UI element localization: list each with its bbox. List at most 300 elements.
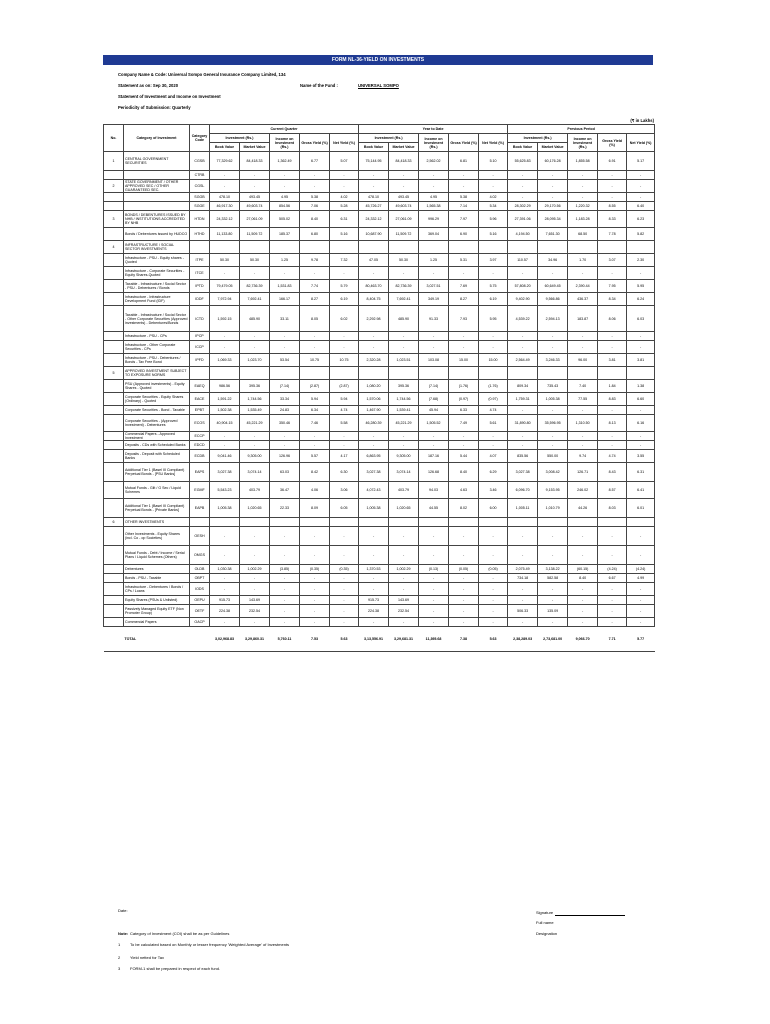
value-cell: 7.95 (598, 280, 627, 293)
value-cell: - (568, 171, 598, 180)
header-book-value: Book Value (359, 143, 389, 152)
value-cell: 369.04 (419, 228, 449, 241)
value-cell: - (240, 574, 270, 583)
value-cell: 1,539.41 (389, 406, 419, 415)
value-cell: 6.00 (479, 499, 508, 518)
value-cell: - (568, 332, 598, 341)
value-cell: 7,972.94 (210, 293, 240, 306)
header-gross-yield: Gross Yield (%) (449, 134, 479, 152)
category-cell: Corporate Securities - Equity Shares (Ordinary) - Quoted (124, 393, 190, 406)
value-cell: - (330, 171, 359, 180)
value-cell: 8.83 (598, 393, 627, 406)
value-cell: 735.43 (538, 380, 568, 393)
value-cell (240, 241, 270, 254)
value-cell: 50.30 (240, 254, 270, 267)
value-cell: 57,808.20 (508, 280, 538, 293)
value-cell: 6.02 (330, 306, 359, 332)
total-value: 9,066.70 (568, 627, 598, 652)
value-cell: - (240, 441, 270, 450)
value-cell: 15.00 (449, 354, 479, 367)
value-cell: 8.55 (598, 202, 627, 211)
category-cell: Infrastructure - PSU - Debentures / Bonds - Tax Free Bond (124, 354, 190, 367)
value-cell: 53.54 (270, 354, 300, 367)
value-cell: - (538, 406, 568, 415)
value-cell: 60,176.28 (538, 152, 568, 171)
value-cell (300, 241, 330, 254)
category-code: ICCP (190, 341, 210, 354)
value-cell: - (240, 618, 270, 627)
value-cell: 126.71 (568, 463, 598, 482)
value-cell: - (359, 618, 389, 627)
header-investment: Investment (Rs.) (359, 134, 419, 143)
value-cell: - (300, 341, 330, 354)
table-row (104, 380, 655, 393)
value-cell: 8.34 (598, 293, 627, 306)
value-cell: - (449, 605, 479, 618)
category-code: HTDN (190, 211, 210, 228)
category-cell: Taxable - Infrastructure / Social Sector - PSU - Debentures / Bonds (124, 280, 190, 293)
company-name: Company Name & Code: Universal Sompo General Insurance Company Limited, 134 (118, 72, 286, 77)
value-cell: 2,075.49 (508, 565, 538, 574)
value-cell: - (479, 546, 508, 565)
value-cell: - (598, 267, 627, 280)
category-cell: Infrastructure - PSU - CPs (124, 332, 190, 341)
value-cell: - (419, 180, 449, 193)
table-row (104, 618, 655, 627)
value-cell: 183.87 (568, 306, 598, 332)
value-cell: 5.75 (479, 280, 508, 293)
value-cell (508, 518, 538, 527)
value-cell: 6.31 (330, 211, 359, 228)
total-value: 5,760.11 (270, 627, 300, 652)
category-cell: Corporate Securities - (Approved Investment) - Debentures (124, 415, 190, 432)
value-cell: - (300, 618, 330, 627)
value-cell: 6.01 (627, 499, 655, 518)
value-cell: 7.97 (449, 211, 479, 228)
value-cell (508, 367, 538, 380)
value-cell: 485.90 (240, 306, 270, 332)
value-cell: 4.02 (479, 193, 508, 202)
category-code: ECDB (190, 450, 210, 463)
value-cell: - (240, 583, 270, 596)
value-cell: - (598, 596, 627, 605)
value-cell: 505.02 (270, 211, 300, 228)
value-cell: 493.45 (240, 193, 270, 202)
value-cell: - (330, 180, 359, 193)
table-row (104, 202, 655, 211)
header-no: No. (104, 125, 124, 152)
category-cell (124, 171, 190, 180)
value-cell: 436.37 (568, 293, 598, 306)
value-cell: (1.76) (449, 380, 479, 393)
value-cell: - (568, 193, 598, 202)
value-cell: 4.74 (479, 406, 508, 415)
row-number: 1 (104, 152, 124, 171)
value-cell: 6.24 (627, 293, 655, 306)
note-number: 2 (118, 955, 121, 960)
value-cell: 5.28 (330, 202, 359, 211)
total-value: 2,73,681.00 (538, 627, 568, 652)
value-cell: 7.32 (330, 254, 359, 267)
value-cell: 28,302.29 (508, 202, 538, 211)
value-cell: - (270, 441, 300, 450)
value-cell: 45,726.27 (359, 202, 389, 211)
value-cell (508, 241, 538, 254)
investment-yield-table (103, 124, 655, 652)
value-cell (270, 518, 300, 527)
value-cell: 1,010.79 (538, 499, 568, 518)
note-number: 1 (118, 942, 121, 947)
value-cell: - (389, 441, 419, 450)
value-cell: 10.75 (300, 354, 330, 367)
category-code: IPTD (190, 280, 210, 293)
value-cell: - (210, 618, 240, 627)
value-cell: 986.56 (210, 380, 240, 393)
row-number (104, 450, 124, 463)
value-cell: (0.35) (330, 565, 359, 574)
value-cell: 8.27 (449, 293, 479, 306)
value-cell: 44.55 (419, 499, 449, 518)
table-row (104, 332, 655, 341)
value-cell: 5.95 (627, 280, 655, 293)
value-cell: - (359, 527, 389, 546)
table-row (104, 432, 655, 441)
value-cell: 5.58 (330, 415, 359, 432)
category-code: EAPS (190, 463, 210, 482)
value-cell: 96.00 (568, 354, 598, 367)
value-cell: - (210, 527, 240, 546)
value-cell: 915.73 (210, 596, 240, 605)
row-number (104, 354, 124, 367)
category-code: OESH (190, 527, 210, 546)
value-cell (389, 241, 419, 254)
row-number (104, 546, 124, 565)
value-cell: - (389, 527, 419, 546)
table-row (104, 499, 655, 518)
table-row (104, 574, 655, 583)
category-code: IPFD (190, 354, 210, 367)
category-code: EAEQ (190, 380, 210, 393)
value-cell: 10,687.90 (359, 228, 389, 241)
value-cell: - (389, 574, 419, 583)
category-code: OLDB (190, 565, 210, 574)
value-cell (300, 518, 330, 527)
value-cell: - (270, 583, 300, 596)
value-cell: 350.46 (270, 415, 300, 432)
value-cell: - (568, 605, 598, 618)
value-cell: 5.10 (479, 152, 508, 171)
value-cell: 7.14 (449, 202, 479, 211)
value-cell: 6.41 (627, 482, 655, 499)
table-row (104, 583, 655, 596)
value-cell: 6.80 (300, 228, 330, 241)
category-code: IPCP (190, 332, 210, 341)
value-cell: - (240, 341, 270, 354)
row-number (104, 280, 124, 293)
value-cell: 9,153.95 (538, 482, 568, 499)
value-cell: - (419, 332, 449, 341)
value-cell: 5.61 (479, 415, 508, 432)
value-cell: - (300, 605, 330, 618)
header-book-value: Book Value (210, 143, 240, 152)
value-cell: - (627, 583, 655, 596)
value-cell: 33.34 (270, 393, 300, 406)
value-cell: 3,027.38 (508, 463, 538, 482)
value-cell: - (300, 596, 330, 605)
value-cell: - (508, 546, 538, 565)
category-cell: OTHER INVESTMENTS (124, 518, 190, 527)
category-cell: Other Investments - Equity Shares (incl. Co - op Societies) (124, 527, 190, 546)
value-cell: - (419, 527, 449, 546)
value-cell: 6.16 (627, 415, 655, 432)
value-cell: - (389, 583, 419, 596)
table-row (104, 341, 655, 354)
category-cell: Infrastructure - Infrastructure Development Fund (IDF) (124, 293, 190, 306)
row-number (104, 380, 124, 393)
header-code: Category Code (190, 125, 210, 152)
row-number: 4 (104, 241, 124, 254)
value-cell: (0.97) (479, 393, 508, 406)
value-cell: - (330, 605, 359, 618)
value-cell: - (330, 341, 359, 354)
value-cell: 3.81 (627, 354, 655, 367)
value-cell: 1,002.29 (240, 565, 270, 574)
value-cell: 7.93 (449, 306, 479, 332)
value-cell: 24.83 (270, 406, 300, 415)
value-cell: 49,603.74 (389, 202, 419, 211)
value-cell: - (568, 527, 598, 546)
value-cell: 8.57 (598, 482, 627, 499)
category-code: EPBT (190, 406, 210, 415)
value-cell: 7.78 (598, 228, 627, 241)
total-value: 11,395.68 (419, 627, 449, 652)
value-cell: - (270, 527, 300, 546)
value-cell: - (627, 341, 655, 354)
value-cell: 3,027.38 (210, 463, 240, 482)
value-cell: 3,027.51 (419, 280, 449, 293)
row-number (104, 293, 124, 306)
row-number (104, 499, 124, 518)
category-cell: Deposits - CDs with Scheduled Banks (124, 441, 190, 450)
value-cell: 1,535.49 (240, 406, 270, 415)
value-cell: 1,080.20 (359, 380, 389, 393)
value-cell (449, 241, 479, 254)
value-cell: 15.00 (479, 354, 508, 367)
value-cell: 82,736.39 (240, 280, 270, 293)
full-name-label: Full name (536, 920, 554, 925)
table-row (104, 280, 655, 293)
value-cell (389, 367, 419, 380)
value-cell: - (359, 171, 389, 180)
value-cell (270, 367, 300, 380)
row-number (104, 605, 124, 618)
value-cell: - (210, 341, 240, 354)
value-cell: 82,736.39 (389, 280, 419, 293)
value-cell: 46,917.30 (210, 202, 240, 211)
value-cell (210, 367, 240, 380)
table-row (104, 306, 655, 332)
value-cell: - (479, 180, 508, 193)
header-gross-yield: Gross Yield (%) (598, 134, 627, 152)
value-cell: 6.40 (627, 202, 655, 211)
value-cell: - (270, 618, 300, 627)
header-net-yield: Net Yield (%) (627, 134, 655, 152)
value-cell: 582.58 (538, 574, 568, 583)
total-value: 3,29,681.31 (389, 627, 419, 652)
value-cell: 5.94 (300, 393, 330, 406)
value-cell: 8.33 (598, 211, 627, 228)
category-code: ICTD (190, 306, 210, 332)
value-cell: - (270, 596, 300, 605)
value-cell (627, 367, 655, 380)
value-cell (627, 241, 655, 254)
value-cell: - (240, 527, 270, 546)
value-cell: - (598, 605, 627, 618)
value-cell: 22.33 (270, 499, 300, 518)
value-cell: - (479, 618, 508, 627)
value-cell: - (330, 527, 359, 546)
value-cell: 6.05 (330, 499, 359, 518)
value-cell: - (240, 332, 270, 341)
value-cell: 126.96 (270, 450, 300, 463)
category-cell: Mutual Funds - Debt / Income / Serial Plans / Liquid Schemes (Others) (124, 546, 190, 565)
value-cell: - (389, 341, 419, 354)
value-cell: 232.54 (389, 605, 419, 618)
value-cell: - (508, 171, 538, 180)
value-cell: 29,170.56 (538, 202, 568, 211)
value-cell: 10.75 (330, 354, 359, 367)
value-cell: - (389, 546, 419, 565)
value-cell (330, 367, 359, 380)
value-cell (479, 241, 508, 254)
value-cell: - (538, 180, 568, 193)
value-cell: 9,305.00 (389, 450, 419, 463)
value-cell: 6.31 (627, 463, 655, 482)
value-cell (598, 241, 627, 254)
value-cell (449, 367, 479, 380)
value-cell: 5.38 (300, 193, 330, 202)
value-cell: 3.06 (330, 482, 359, 499)
value-cell: 9,041.46 (210, 450, 240, 463)
category-code: OACP (190, 618, 210, 627)
row-number (104, 171, 124, 180)
value-cell: - (330, 267, 359, 280)
value-cell: 84,418.33 (240, 152, 270, 171)
value-cell: 6.77 (300, 152, 330, 171)
value-cell: - (508, 341, 538, 354)
row-number: 6 (104, 518, 124, 527)
row-number (104, 341, 124, 354)
value-cell: - (538, 193, 568, 202)
value-cell: 3.46 (479, 482, 508, 499)
value-cell: - (419, 546, 449, 565)
value-cell: - (538, 618, 568, 627)
value-cell: - (598, 171, 627, 180)
value-cell: 6.30 (330, 463, 359, 482)
value-cell: 24,332.12 (210, 211, 240, 228)
value-cell: 91.33 (419, 306, 449, 332)
value-cell (359, 367, 389, 380)
value-cell: - (479, 332, 508, 341)
value-cell: 45.94 (419, 406, 449, 415)
value-cell: - (389, 171, 419, 180)
value-cell: 7.46 (300, 415, 330, 432)
table-row (104, 482, 655, 499)
header-book-value: Book Value (508, 143, 538, 152)
value-cell: 8.05 (300, 306, 330, 332)
value-cell (419, 518, 449, 527)
value-cell: 187.16 (419, 450, 449, 463)
row-number (104, 527, 124, 546)
value-cell: 8.42 (300, 463, 330, 482)
table-row (104, 441, 655, 450)
value-cell: 80,463.70 (359, 280, 389, 293)
value-cell: - (270, 546, 300, 565)
note-item: Yield netted for Tax (130, 955, 165, 960)
value-cell: 1,467.90 (359, 406, 389, 415)
value-cell: 8.43 (598, 463, 627, 482)
value-cell: 6.67 (598, 574, 627, 583)
category-code: HTHD (190, 228, 210, 241)
value-cell: - (359, 341, 389, 354)
value-cell: 3.07 (598, 254, 627, 267)
value-cell: 7.40 (568, 380, 598, 393)
value-cell: 7.49 (449, 415, 479, 432)
table-row (104, 293, 655, 306)
category-cell: Infrastructure - Other Corporate Securities - CPs (124, 341, 190, 354)
value-cell: - (210, 583, 240, 596)
value-cell: - (300, 527, 330, 546)
value-cell: - (330, 546, 359, 565)
value-cell (300, 367, 330, 380)
value-cell: 8.27 (300, 293, 330, 306)
value-cell (568, 518, 598, 527)
value-cell (449, 518, 479, 527)
row-number: 2 (104, 180, 124, 193)
value-cell: 3,246.33 (538, 354, 568, 367)
category-code: EDCD (190, 441, 210, 450)
value-cell (330, 241, 359, 254)
value-cell: - (508, 618, 538, 627)
value-cell (419, 241, 449, 254)
category-cell: PSU (Approved investments) - Equity Shares - Quoted (124, 380, 190, 393)
value-cell: - (479, 583, 508, 596)
value-cell (330, 518, 359, 527)
value-cell (210, 518, 240, 527)
value-cell (240, 367, 270, 380)
value-cell: 46,280.39 (359, 415, 389, 432)
value-cell: 33.11 (270, 306, 300, 332)
header-current-quarter: Current Quarter (210, 125, 359, 134)
form-title: FORM NL-36-YIELD ON INVESTMENTS (103, 55, 653, 65)
total-value: 3,02,968.83 (210, 627, 240, 652)
value-cell: - (419, 583, 449, 596)
value-cell: - (359, 332, 389, 341)
category-cell (124, 202, 190, 211)
value-cell: 1,502.38 (210, 406, 240, 415)
value-cell: 550.00 (538, 450, 568, 463)
category-code: OMGS (190, 546, 210, 565)
value-cell: 5.96 (479, 211, 508, 228)
value-cell: 5.79 (330, 280, 359, 293)
category-code: EGMF (190, 482, 210, 499)
value-cell: - (627, 406, 655, 415)
category-cell: Additional Tier 1 (Basel III Compliant) Perpetual Bonds - [Private Banks] (124, 499, 190, 518)
value-cell: (2.87) (300, 380, 330, 393)
value-cell: - (210, 574, 240, 583)
category-cell: BONDS / DEBENTURES ISSUED BY NHB / INSTITUTIONS ACCREDITED BY NHB (124, 211, 190, 228)
value-cell: - (538, 583, 568, 596)
